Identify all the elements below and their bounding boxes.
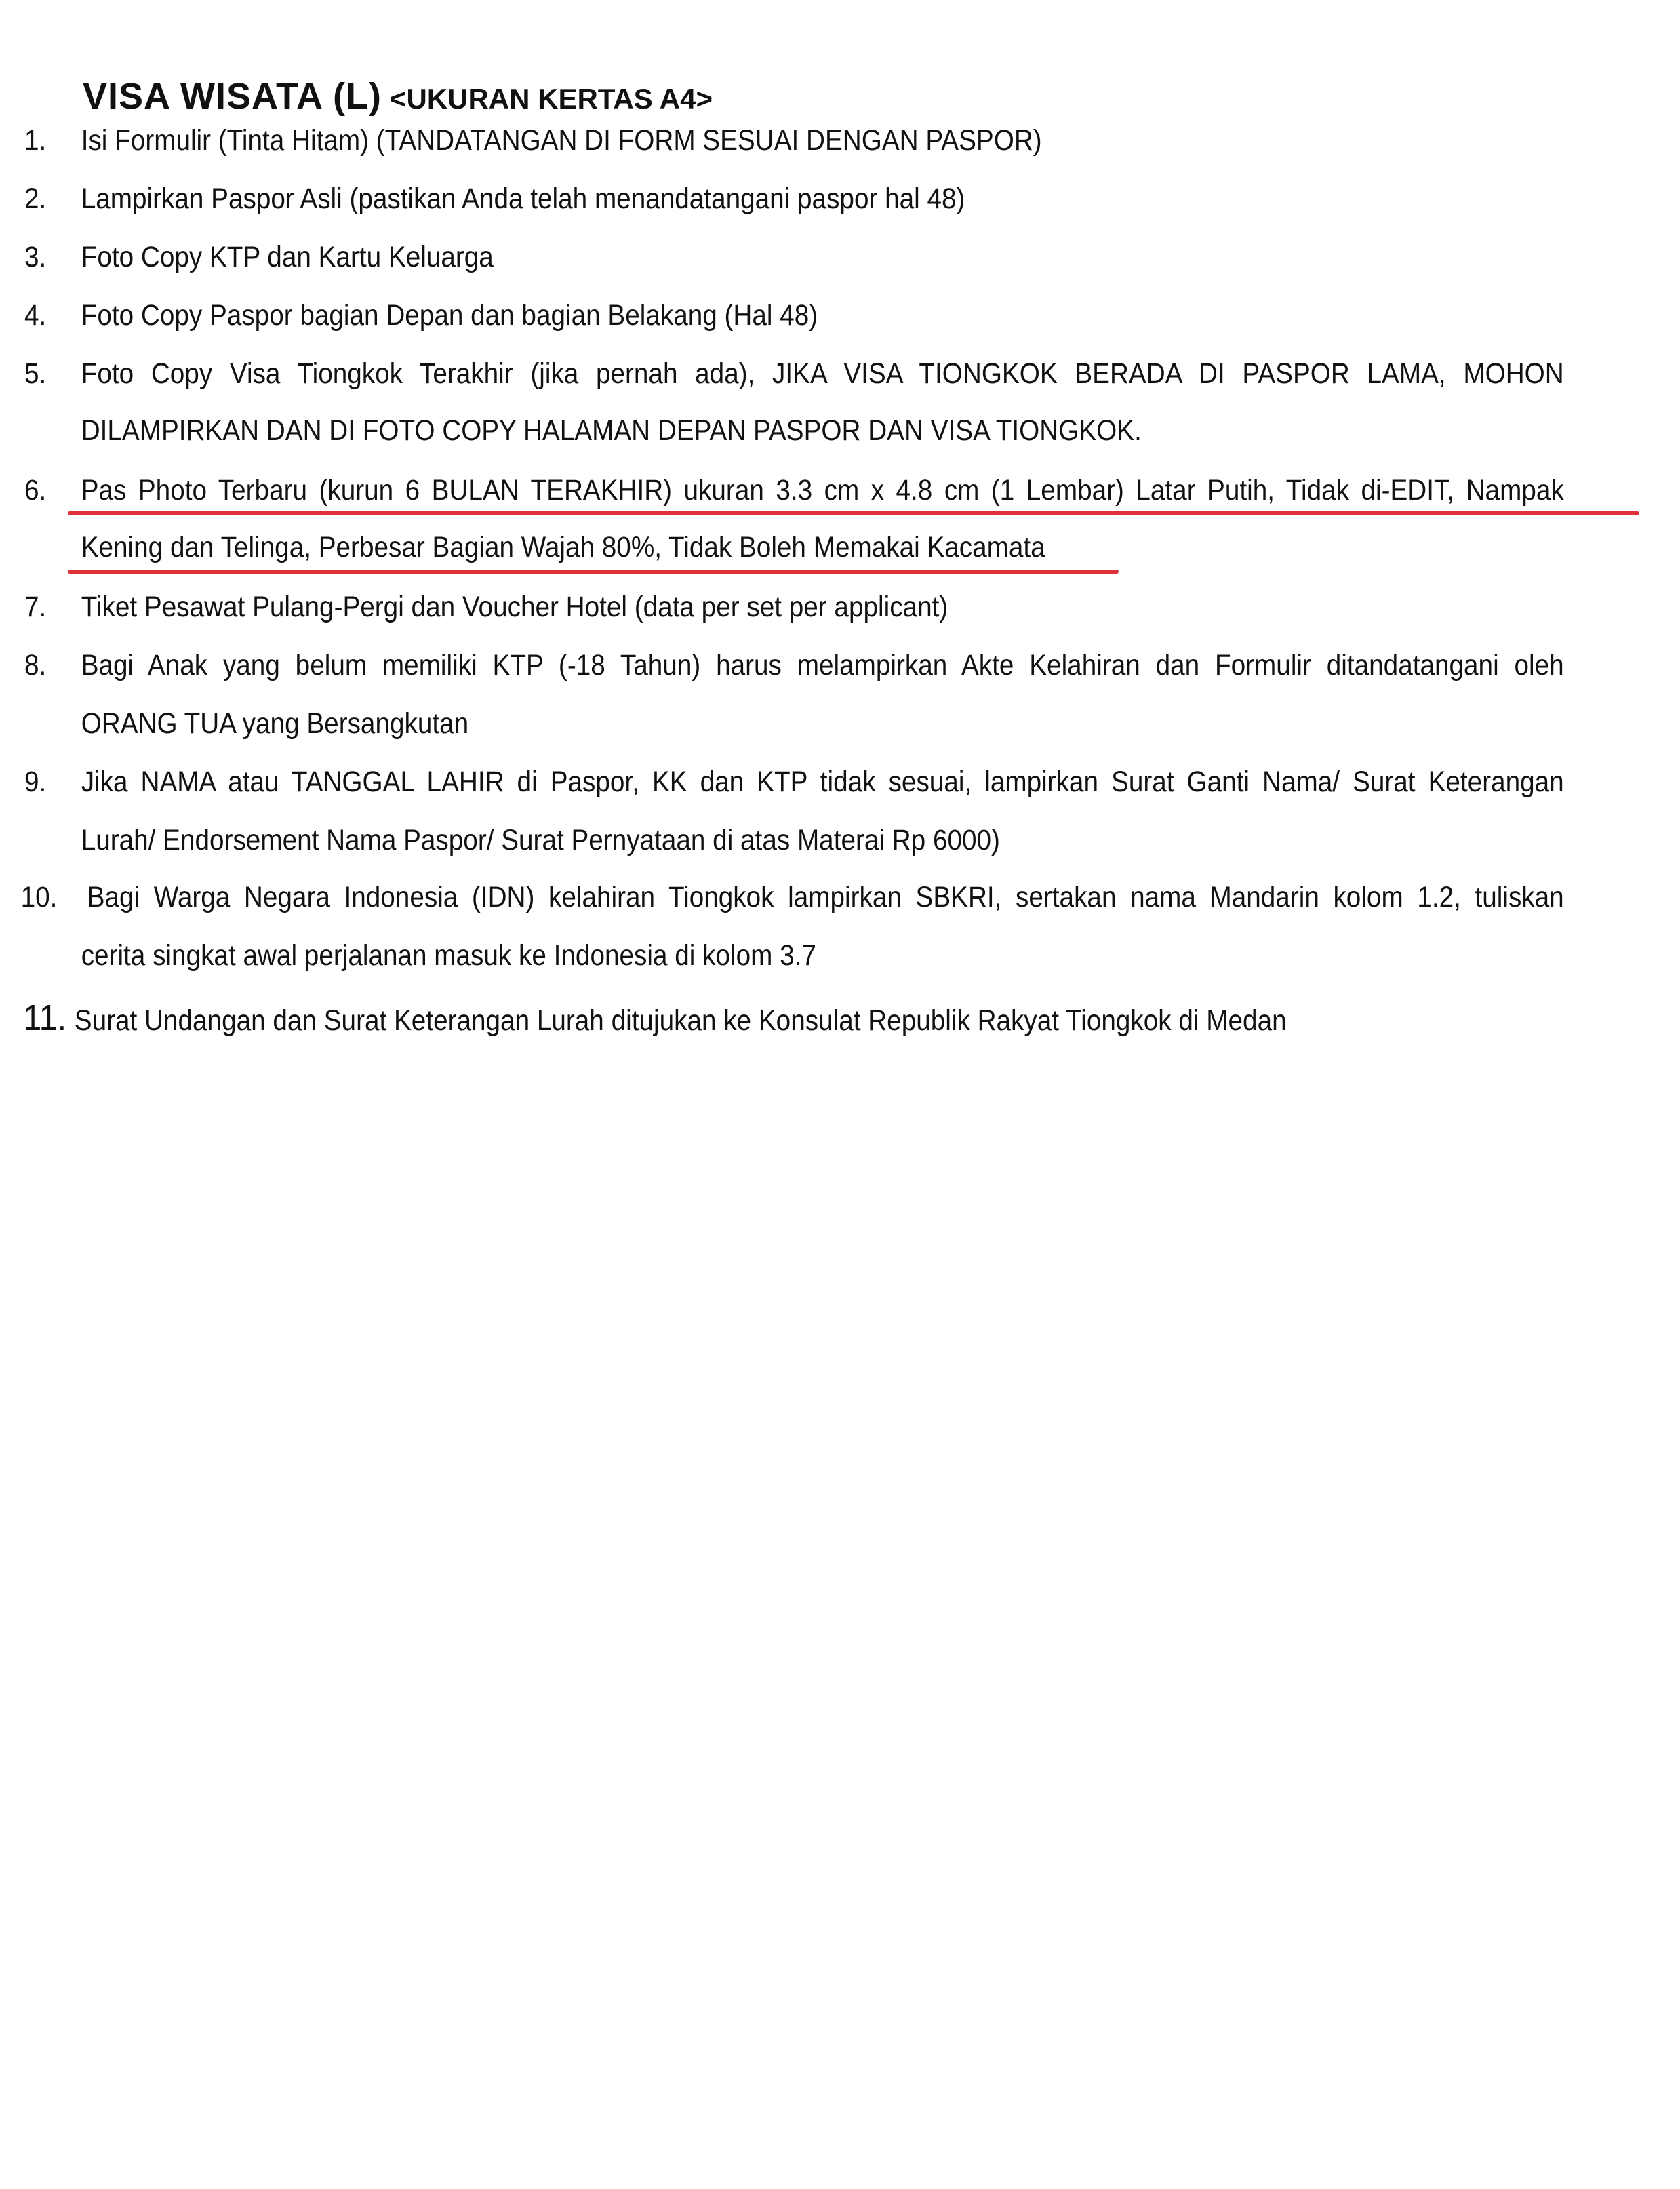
list-item-text: Foto Copy KTP dan Kartu Keluarga [81,241,494,273]
list-item-number: 1. [24,124,47,157]
highlight-underline [68,570,1119,574]
list-item-number: 10. [20,881,58,913]
list-item-text-continued: DILAMPIRKAN DAN DI FOTO COPY HALAMAN DEPAN PASPOR DAN VISA TIONGKOK. [81,414,1142,447]
list-item-number: 4. [24,299,47,332]
list-item-text: Lampirkan Paspor Asli (pastikan Anda telah menandatangani paspor hal 48) [81,182,965,215]
document-title: VISA WISATA (L) [83,76,382,117]
list-item-text: Foto Copy Visa Tiongkok Terakhir (jika pernah ada), JIKA VISA TIONGKOK BERADA DI PASPOR LAMA, MOHON [81,357,1564,390]
list-item-text: Bagi Anak yang belum memiliki KTP (-18 Tahun) harus melampirkan Akte Kelahiran dan Formulir ditandatangani oleh [81,649,1564,682]
highlight-underline [68,511,1639,515]
list-item-text: Foto Copy Paspor bagian Depan dan bagian Belakang (Hal 48) [81,299,818,332]
document-heading [83,76,713,126]
list-item-text: Pas Photo Terbaru (kurun 6 BULAN TERAKHIR) ukuran 3.3 cm x 4.8 cm (1 Lembar) Latar Putih, Tidak di-EDIT, Nampak [81,474,1564,507]
list-item-number: 11. [23,998,67,1038]
list-item-number: 2. [24,182,47,215]
list-item-number: 8. [24,649,47,682]
list-item-text: Surat Undangan dan Surat Keterangan Lurah ditujukan ke Konsulat Republik Rakyat Tiongkok di Medan [74,1004,1287,1037]
list-item-number: 9. [24,766,47,798]
list-item-number: 5. [24,357,47,390]
list-item-text: Isi Formulir (Tinta Hitam) (TANDATANGAN DI FORM SESUAI DENGAN PASPOR) [81,124,1042,157]
list-item-number: 7. [24,591,47,623]
list-item-text-continued: cerita singkat awal perjalanan masuk ke Indonesia di kolom 3.7 [81,939,816,972]
list-item-text-continued: Kening dan Telinga, Perbesar Bagian Wajah 80%, Tidak Boleh Memakai Kacamata [81,531,1045,564]
list-item-text-continued: Lurah/ Endorsement Nama Paspor/ Surat Pernyataan di atas Materai Rp 6000) [81,824,1000,856]
list-item-number: 3. [24,241,47,273]
list-item-text: Jika NAMA atau TANGGAL LAHIR di Paspor, KK dan KTP tidak sesuai, lampirkan Surat Ganti Nama/ Surat Keterangan [81,766,1564,798]
list-item-text: Tiket Pesawat Pulang-Pergi dan Voucher Hotel (data per set per applicant) [81,591,948,623]
list-item-number: 6. [24,474,47,507]
list-item-text-continued: ORANG TUA yang Bersangkutan [81,707,469,740]
list-item-text: Bagi Warga Negara Indonesia (IDN) kelahiran Tiongkok lampirkan SBKRI, sertakan nama Mandarin kolom 1.2, tuliskan [87,881,1564,913]
document-subtitle: <UKURAN KERTAS A4> [389,83,713,115]
